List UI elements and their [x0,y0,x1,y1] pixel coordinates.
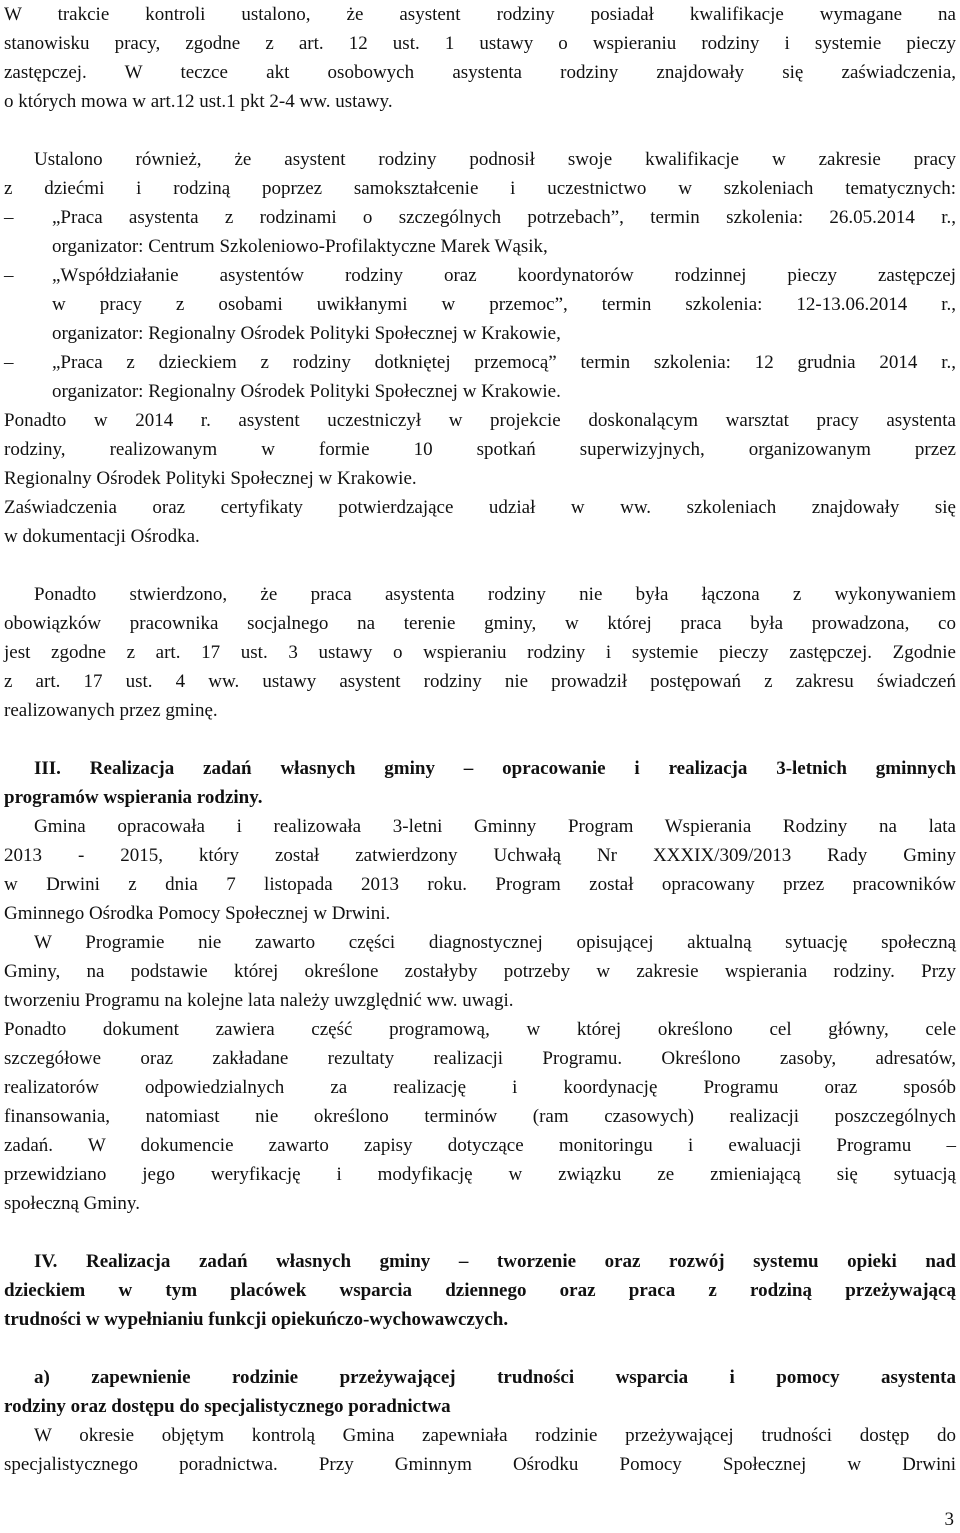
line-text: z dziećmi i rodziną poprzez samokształcenie i uczestnictwo w szkoleniach tematycznych: [4,178,956,199]
text-line [4,696,956,725]
line-text: społeczną Gminy. [4,1193,140,1214]
list-item-line [4,348,956,377]
line-text: „Praca z dzieckiem z rodziny dotkniętej przemocą” termin szkolenia: 12 grudnia 2014 r., [52,352,956,373]
line-text: o których mowa w art.12 ust.1 pkt 2-4 ww. ustawy. [4,91,393,112]
paragraph-gap [4,551,956,580]
list-item-line [4,203,956,232]
text-line [4,1421,956,1450]
text-line [4,638,956,667]
heading-line [4,783,956,812]
text-line [4,609,956,638]
text-line [4,841,956,870]
line-text: Gmina opracowała i realizowała 3-letni Gminny Program Wspierania Rodziny na lata [34,816,956,837]
line-text: w pracy z osobami uwikłanymi w przemoc”, termin szkolenia: 12-13.06.2014 r., [52,294,956,315]
line-text: trudności w wypełnianiu funkcji opiekuńczo-wychowawczych. [4,1309,509,1330]
line-text: W okresie objętym kontrolą Gmina zapewniała rodzinie przeżywającej trudności dostęp do [34,1425,956,1446]
line-text: Ustalono również, że asystent rodziny podnosił swoje kwalifikacje w zakresie pracy [34,149,956,170]
line-text: zastępczej. W teczce akt osobowych asystenta rodziny znajdowały się zaświadczenia, [4,62,956,83]
line-text: szczegółowe oraz zakładane rezultaty realizacji Programu. Określono zasoby, adresatów, [4,1048,956,1069]
text-line [4,464,956,493]
text-line [4,667,956,696]
text-line [4,899,956,928]
text-line [4,435,956,464]
line-text: programów wspierania rodziny. [4,787,263,808]
text-line [4,1102,956,1131]
line-text: realizowanych przez gminę. [4,700,218,721]
line-text: w Drwini z dnia 7 listopada 2013 roku. Program został opracowany przez pracowników [4,874,956,895]
line-text: „Praca asystenta z rodzinami o szczególnych potrzebach”, termin szkolenia: 26.05.2014 r., [52,207,956,228]
line-text: w dokumentacji Ośrodka. [4,526,200,547]
text-line [4,87,956,116]
line-text: przewidziano jego weryfikację i modyfikację w związku ze zmieniającą się sytuacją [4,1164,956,1185]
line-text: „Współdziałanie asystentów rodziny oraz koordynatorów rodzinnej pieczy zastępczej [52,265,956,286]
list-dash: – [4,207,14,228]
list-item-line [4,319,956,348]
text-line [4,580,956,609]
text-line [4,812,956,841]
text-line [4,1189,956,1218]
text-line [4,1160,956,1189]
line-text: tworzeniu Programu na kolejne lata należy uwzględnić ww. uwagi. [4,990,514,1011]
text-line [4,1044,956,1073]
line-text: Gminnego Ośrodka Pomocy Społecznej w Drwini. [4,903,391,924]
line-text: obowiązków pracownika socjalnego na terenie gminy, w której praca była prowadzona, co [4,613,956,634]
page-number: 3 [944,1509,954,1530]
heading-line [4,1305,956,1334]
line-text: organizator: Regionalny Ośrodek Polityki Społecznej w Krakowie. [52,381,561,402]
line-text: dzieckiem w tym placówek wsparcia dziennego oraz praca z rodziną przeżywającą [4,1280,956,1301]
list-dash: – [4,265,14,286]
text-line [4,1015,956,1044]
line-text: Ponadto stwierdzono, że praca asystenta rodziny nie była łączona z wykonywaniem [34,584,956,605]
line-text: zadań. W dokumencie zawarto zapisy dotyczące monitoringu i ewaluacji Programu – [4,1135,956,1156]
line-text: organizator: Regionalny Ośrodek Polityki Społecznej w Krakowie, [52,323,561,344]
text-line [4,493,956,522]
text-line [4,986,956,1015]
line-text: stanowisku pracy, zgodne z art. 12 ust. 1 ustawy o wspieraniu rodziny i systemie pieczy [4,33,956,54]
text-line [4,58,956,87]
text-line [4,1450,956,1479]
list-item-line [4,377,956,406]
text-line [4,1131,956,1160]
line-text: Gminy, na podstawie której określone zostałyby potrzeby w zakresie wspierania rodziny. Przy [4,961,956,982]
paragraph-gap [4,116,956,145]
line-text: specjalistycznego poradnictwa. Przy Gminnym Ośrodku Pomocy Społecznej w Drwini [4,1454,956,1475]
list-item-line [4,290,956,319]
line-text: Ponadto dokument zawiera część programową, w której określono cel główny, cele [4,1019,956,1040]
heading-line [4,1392,956,1421]
line-text: 2013 - 2015, który został zatwierdzony Uchwałą Nr XXXIX/309/2013 Rady Gminy [4,845,956,866]
line-text: Regionalny Ośrodek Polityki Społecznej w Krakowie. [4,468,417,489]
line-text: finansowania, natomiast nie określono terminów (ram czasowych) realizacji poszczególnych [4,1106,956,1127]
text-line [4,0,956,29]
heading-line [4,1363,956,1392]
text-line [4,957,956,986]
line-text: III. Realizacja zadań własnych gminy – opracowanie i realizacja 3-letnich gminnych [34,758,956,779]
text-line [4,406,956,435]
paragraph-gap [4,1218,956,1247]
line-text: z art. 17 ust. 4 ww. ustawy asystent rodziny nie prowadził postępowań z zakresu świadczeń [4,671,956,692]
line-text: realizatorów odpowiedzialnych za realizację i koordynację Programu oraz sposób [4,1077,956,1098]
paragraph-gap [4,1334,956,1363]
text-line [4,145,956,174]
line-text: rodziny, realizowanym w formie 10 spotkań superwizyjnych, organizowanym przez [4,439,956,460]
line-text: IV. Realizacja zadań własnych gminy – tworzenie oraz rozwój systemu opieki nad [34,1251,956,1272]
line-text: rodziny oraz dostępu do specjalistycznego poradnictwa [4,1396,451,1417]
text-line [4,29,956,58]
line-text: W trakcie kontroli ustalono, że asystent rodziny posiadał kwalifikacje wymagane na [4,4,956,25]
text-line [4,1073,956,1102]
text-line [4,870,956,899]
text-line [4,522,956,551]
heading-line [4,1247,956,1276]
heading-line [4,1276,956,1305]
list-item-line [4,261,956,290]
line-text: Zaświadczenia oraz certyfikaty potwierdzające udział w ww. szkoleniach znajdowały się [4,497,956,518]
text-line [4,174,956,203]
paragraph-gap [4,725,956,754]
line-text: a) zapewnienie rodzinie przeżywającej trudności wsparcia i pomocy asystenta [34,1367,956,1388]
document-page [4,0,956,1479]
list-item-line [4,232,956,261]
line-text: W Programie nie zawarto części diagnostycznej opisującej aktualną sytuację społeczną [34,932,956,953]
text-line [4,928,956,957]
list-dash: – [4,352,14,373]
line-text: organizator: Centrum Szkoleniowo-Profilaktyczne Marek Wąsik, [52,236,548,257]
heading-line [4,754,956,783]
line-text: Ponadto w 2014 r. asystent uczestniczył w projekcie doskonalącym warsztat pracy asystenta [4,410,956,431]
line-text: jest zgodne z art. 17 ust. 3 ustawy o wspieraniu rodziny i systemie pieczy zastępczej. Zgodnie [4,642,956,663]
